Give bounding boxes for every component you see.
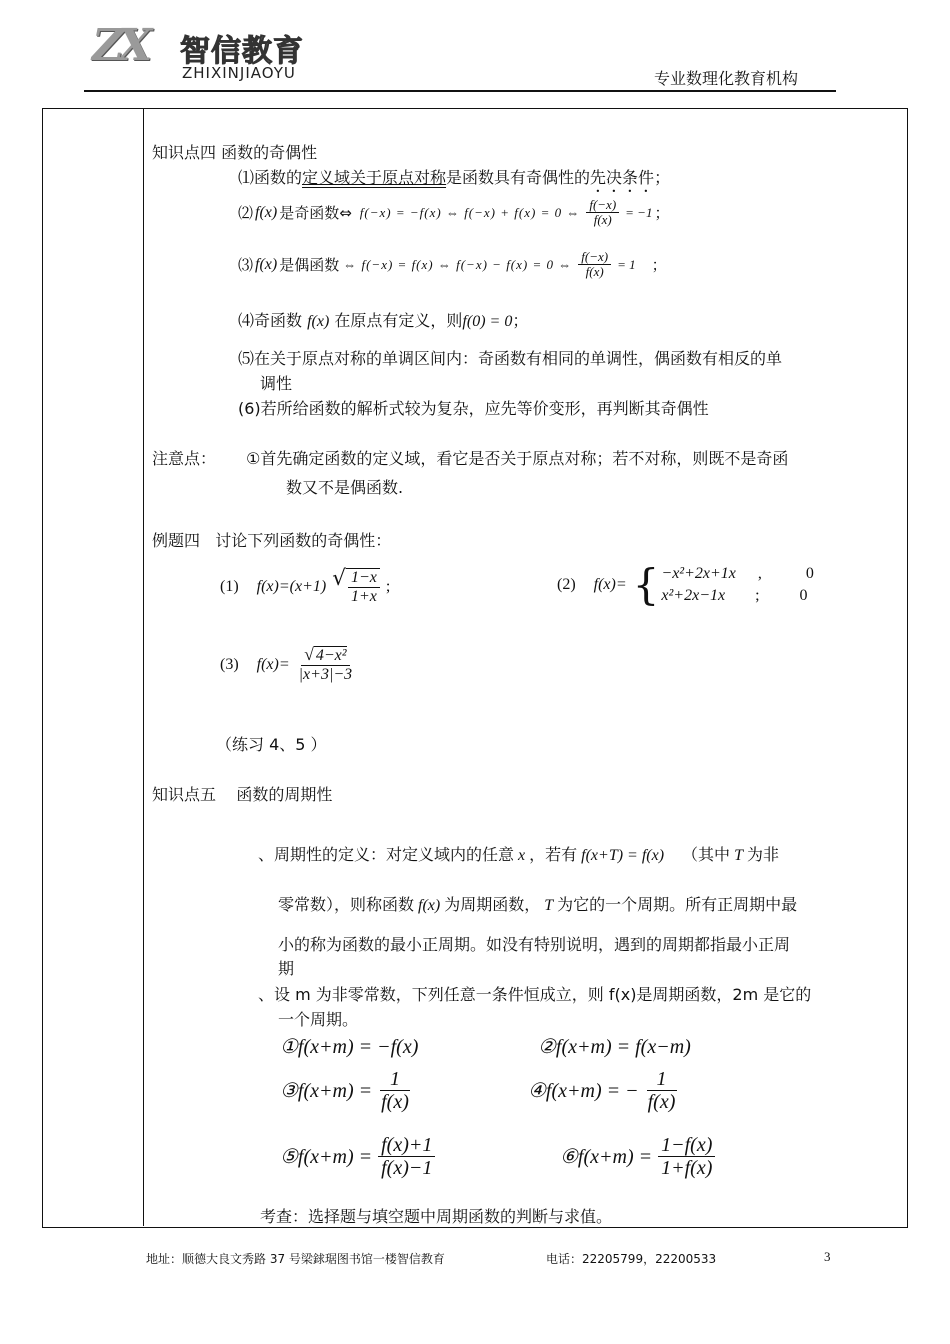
logo-cn: 智信教育 [180, 34, 304, 69]
kp4-even-equation: ⇔ f(−x) = f(x) ⇔ f(−x) − f(x) = 0 ⇔ [343, 256, 573, 272]
kp5-title: 知识点五 函数的周期性 [152, 785, 333, 804]
kp5-definition-line1: 、周期性的定义：对定义域内的任意 x ，若有 f(x+T) = f(x) （其中 T 为非 [258, 845, 779, 864]
kp4-line6: (6)若所给函数的解析式较为复杂，应先等价变形，再判断其奇偶性 [238, 399, 709, 418]
kp4-line3: ⑶ f(x) 是偶函数 ⇔ f(−x) = f(x) ⇔ f(−x) − f(x) = 0 ⇔ $\frac{f(-x)}{f(x)}$ = 1 ； [238, 249, 667, 280]
slogan: 专业数理化教育机构 [654, 69, 799, 88]
period-condition-5: ⑤f(x+m) = $\frac{f(x)+1}{f(x)-1}$ [280, 1134, 435, 1179]
kp5-definition-line4: 期 [278, 959, 295, 978]
example4-practice: （练习 4、5 ） [216, 735, 327, 754]
page-number: 3 [824, 1249, 831, 1264]
kp5-definition-line2: 零常数），则称函数 f(x) 为周期函数， T 为它的一个周期。所有正周期中最 [278, 895, 798, 914]
logo [88, 18, 338, 88]
kp5-definition-line3: 小的称为函数的最小正周期。如没有特别说明，遇到的周期都指最小正周 [278, 935, 791, 954]
logo-mark: ZX [92, 20, 147, 71]
kp5-exam-note: 考查：选择题与填空题中周期函数的判断与求值。 [260, 1207, 613, 1226]
kp4-line5: ⑸在关于原点对称的单调区间内：奇函数有相同的单调性，偶函数有相反的单 调性 [238, 349, 783, 393]
logo-en: ZHIXINJIAOYU [182, 64, 296, 82]
example4-item3: (3) f(x)= √ 4−x² |x+3|−3 [220, 644, 353, 683]
kp4-line1-highlight: 定义域关于原点对称 [302, 168, 447, 187]
header-rule [84, 90, 836, 92]
example4-item2: (2) f(x)= { −x²+2x+1x , 0 x²+2x−1x ; 0 [557, 560, 814, 609]
footer-address: 地址：顺德大良文秀路 37 号梁銶琚图书馆一楼智信教育 [146, 1252, 445, 1266]
column-divider [143, 108, 144, 1226]
period-condition-6: ⑥f(x+m) = $\frac{1-f(x)}{1+f(x)}$ [560, 1134, 715, 1179]
period-condition-2: ②f(x+m) = f(x−m) [538, 1036, 691, 1058]
footer-phone: 电话：22205799，22200533 [546, 1252, 717, 1266]
kp5-condition: 、设 m 为非零常数，下列任意一条件恒成立，则 f(x)是周期函数，2m 是它的 一个周期。 [258, 985, 812, 1029]
example4-title: 例题四 讨论下列函数的奇偶性： [152, 531, 392, 550]
kp4-title: 知识点四 函数的奇偶性 [152, 143, 318, 162]
kp4-odd-fraction: $\frac{f(-x)}{f(x)}$ [586, 198, 619, 228]
note-label: 注意点： [152, 449, 217, 468]
kp4-line2: ⑵ f(x) 是奇函数⇔ f(−x) = −f(x) ⇔ f(−x) + f(x) = 0 ⇔ $\frac{f(-x)}{f(x)}$ = −1 ； [238, 197, 670, 228]
period-condition-4: ④f(x+m) = − $\frac{1}{f(x)}$ [528, 1068, 676, 1113]
example4-item1: (1) f(x)=(x+1) √ $\frac{1-x}{1+x}$ ; [220, 566, 391, 605]
kp4-odd-equation: f(−x) = −f(x) ⇔ f(−x) + f(x) = 0 ⇔ [359, 204, 581, 220]
kp4-even-fraction: $\frac{f(-x)}{f(x)}$ [578, 250, 611, 280]
kp4-line1-emphasis: 先决条件 [590, 168, 655, 187]
period-condition-1: ①f(x+m) = −f(x) [280, 1036, 419, 1058]
kp4-line1: ⑴函数的定义域关于原点对称是函数具有奇偶性的先决条件； [238, 168, 671, 187]
note-text: ①首先确定函数的定义域，看它是否关于原点对称；若不对称，则既不是奇函 数又不是偶函数. [246, 449, 789, 497]
period-condition-3: ③f(x+m) = $\frac{1}{f(x)}$ [280, 1068, 409, 1113]
kp4-line4: ⑷奇函数 f(x) 在原点有定义，则f(0) = 0； [238, 311, 529, 330]
